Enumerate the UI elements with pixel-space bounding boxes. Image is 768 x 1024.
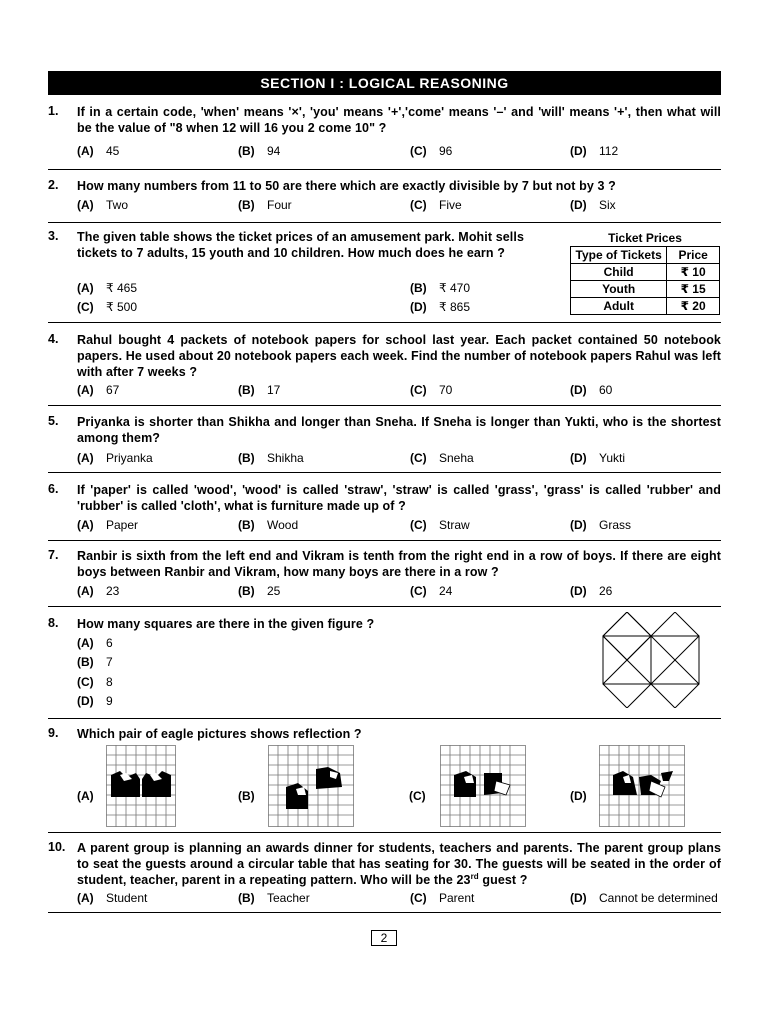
table-cell: Youth [571,281,667,298]
eagle-picture-c[interactable] [440,745,526,827]
table-cell: Adult [571,298,667,315]
option-d[interactable]: (D) Cannot be determined [570,891,718,905]
question-text: Which pair of eagle pictures shows reflection ? [77,727,362,741]
question-text: How many numbers from 11 to 50 are there which are exactly divisible by 7 but not by 3 ? [77,179,616,193]
option-c[interactable]: (C) 24 [410,584,453,598]
question-number: 4. [48,332,59,346]
options-row [77,518,721,534]
table-title: Ticket Prices [608,231,682,245]
option-b[interactable]: (B) Shikha [238,451,304,465]
question-number: 2. [48,178,59,192]
question-text: Priyanka is shorter than Shikha and longer than Sneha. If Sneha is longer than Yukti, who is the shortest among them? [77,415,721,445]
divider [48,405,721,406]
option-c[interactable]: (C) ₹ 500 [77,300,137,314]
table-header: Price [667,247,720,264]
option-d[interactable]: (D) ₹ 865 [410,300,470,314]
page-number: 2 [371,930,397,946]
options-row [77,891,721,907]
option-c[interactable]: (C) [409,789,426,803]
options-row [77,451,721,467]
option-a[interactable]: (A) 67 [77,383,120,397]
question-number: 10. [48,840,66,854]
option-c[interactable]: (C) Sneha [410,451,474,465]
table-header: Type of Tickets [571,247,667,264]
option-b[interactable]: (B) Teacher [238,891,310,905]
option-a[interactable]: (A) Student [77,891,148,905]
table-cell: ₹ 20 [667,298,720,315]
option-c[interactable]: (C) 70 [410,383,453,397]
option-c[interactable]: (C) 8 [77,675,113,689]
eagle-picture-b[interactable] [268,745,354,827]
option-a[interactable]: (A) [77,789,94,803]
option-b[interactable]: (B) 7 [77,655,113,669]
question-1 [48,104,721,164]
table-cell: Child [571,264,667,281]
question-number: 5. [48,414,59,428]
question-number: 6. [48,482,59,496]
question-number: 7. [48,548,59,562]
question-text: The given table shows the ticket prices of an amusement park. Mohit sells tickets to 7 adults, 15 youth and 10 children. How much does he earn ? [77,230,525,260]
option-a[interactable]: (A) Priyanka [77,451,153,465]
divider [48,606,721,607]
option-b[interactable]: (B) ₹ 470 [410,281,470,295]
question-6 [48,482,721,536]
option-a[interactable]: (A) 45 [77,144,120,158]
options-row [77,383,721,399]
option-c[interactable]: (C) Five [410,198,462,212]
options-row [77,281,557,297]
option-a[interactable]: (A) Paper [77,518,139,532]
options-row [77,584,721,600]
section-title: SECTION I : LOGICAL REASONING [48,71,721,95]
options-row [77,198,721,214]
option-b[interactable]: (B) 94 [238,144,281,158]
table-header-row [571,247,720,264]
question-text: If 'paper' is called 'wood', 'wood' is called 'straw', 'straw' is called 'grass', 'grass' is called 'rubber' and 'rubber' is called 'cloth', what is furniture made up of ? [77,483,721,513]
question-10 [48,840,721,910]
question-number: 9. [48,726,59,740]
question-text: If in a certain code, 'when' means '×', 'you' means '+','come' means '–' and 'will' means '+', then what will be the value of "8 when 12 will 16 you 2 come 10" ? [77,105,721,135]
divider [48,540,721,541]
eagle-picture-d[interactable] [599,745,685,827]
table-row [571,298,720,315]
option-d[interactable]: (D) 26 [570,584,613,598]
question-4 [48,332,721,400]
option-a[interactable]: (A) Two [77,198,129,212]
option-d[interactable]: (D) 9 [77,694,113,708]
option-d[interactable]: (D) Grass [570,518,632,532]
squares-figure [597,612,707,708]
option-d[interactable]: (D) 60 [570,383,613,397]
option-d[interactable]: (D) Six [570,198,616,212]
option-c[interactable]: (C) Parent [410,891,475,905]
table-cell: ₹ 15 [667,281,720,298]
option-c[interactable]: (C) Straw [410,518,470,532]
option-b[interactable]: (B) 25 [238,584,281,598]
divider [48,322,721,323]
option-a[interactable]: (A) 6 [77,636,113,650]
divider [48,912,721,913]
question-2 [48,178,721,218]
question-7 [48,548,721,602]
question-9 [48,726,721,746]
question-number: 3. [48,229,59,243]
ticket-price-table [570,230,720,315]
option-d[interactable]: (D) Yukti [570,451,626,465]
question-text: Rahul bought 4 packets of notebook papers for school last year. Each packet contained 50 notebook papers. He used about 20 notebook papers each week. Find the number of notebook papers Rahul was left with after 7 weeks ? [77,333,721,379]
question-number: 8. [48,616,59,630]
question-text: How many squares are there in the given figure ? [77,617,375,631]
divider [48,472,721,473]
options-row [77,144,721,160]
divider [48,222,721,223]
divider [48,832,721,833]
option-b[interactable]: (B) Wood [238,518,299,532]
question-text: Ranbir is sixth from the left end and Vikram is tenth from the right end in a row of boys. If there are eight boys between Ranbir and Vikram, how many boys are there in a row ? [77,549,721,579]
divider [48,718,721,719]
option-a[interactable]: (A) ₹ 465 [77,281,137,295]
option-a[interactable]: (A) 23 [77,584,120,598]
option-b[interactable]: (B) 17 [238,383,281,397]
options-row [77,300,557,316]
option-c[interactable]: (C) 96 [410,144,453,158]
question-number: 1. [48,104,59,118]
option-b[interactable]: (B) Four [238,198,292,212]
question-text: A parent group is planning an awards dinner for students, teachers and parents. The parent group plans to seat the guests around a circular table that has seating for 30. The guests will be seated in the order of student, teacher, parent in a repeating pattern. Who will be the 23rd guest ? [77,841,721,887]
option-d[interactable]: (D) 112 [570,144,619,158]
table-cell: ₹ 10 [667,264,720,281]
table-row [571,281,720,298]
option-b[interactable]: (B) [238,789,255,803]
option-d[interactable]: (D) [570,789,587,803]
divider [48,169,721,170]
table-row [571,264,720,281]
question-5 [48,414,721,468]
eagle-picture-a[interactable] [106,745,176,827]
